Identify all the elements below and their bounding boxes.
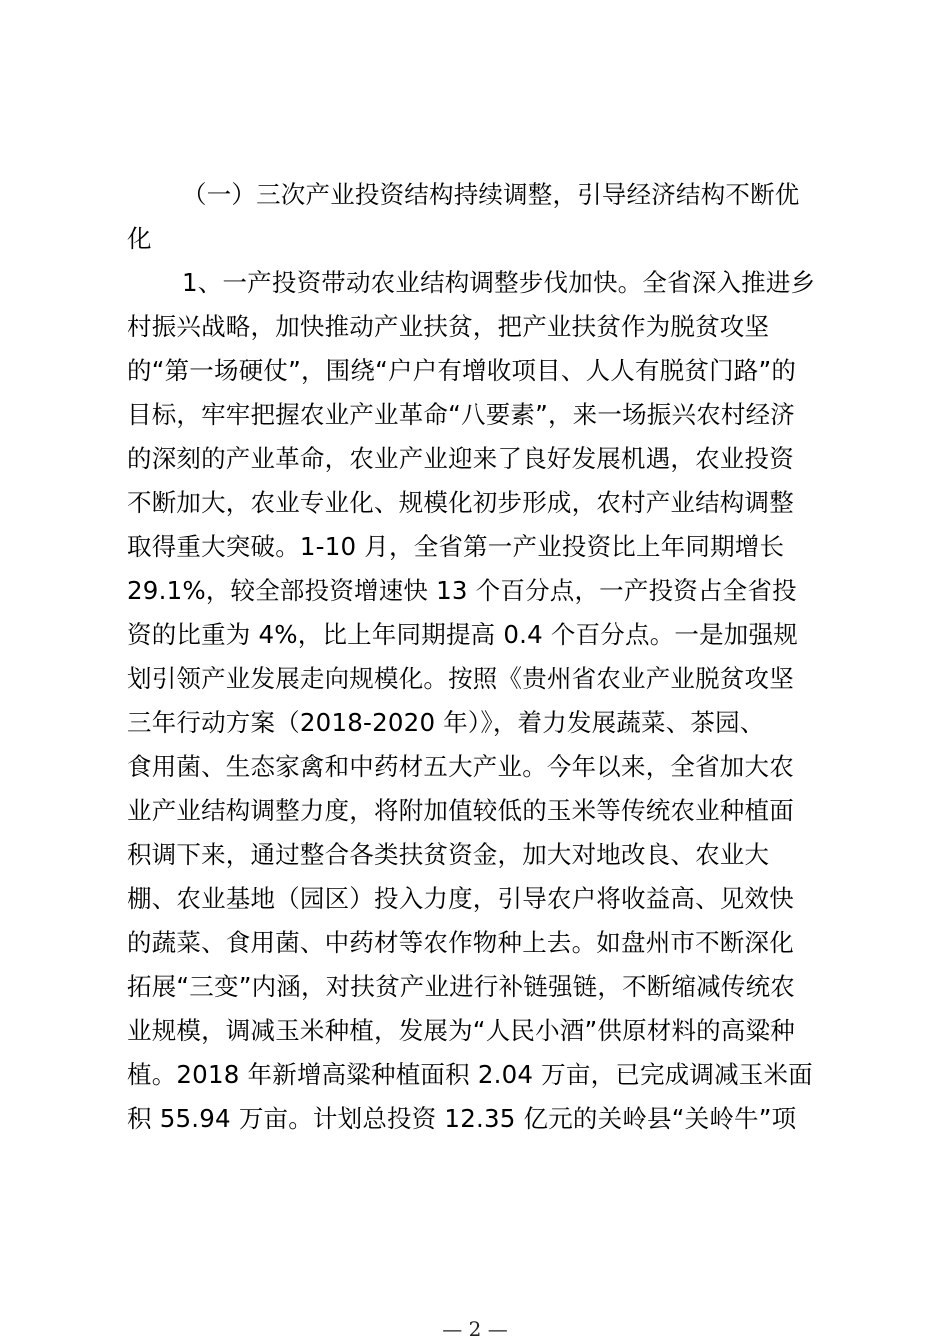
paragraph-line: 业产业结构调整力度，将附加值较低的玉米等传统农业种植面 bbox=[127, 796, 794, 825]
paragraph-line: 业规模，调减玉米种植，发展为“人民小酒”供原材料的高粱种 bbox=[127, 1016, 795, 1045]
paragraph-line: 食用菌、生态家禽和中药材五大产业。今年以来，全省加大农 bbox=[127, 752, 794, 781]
section-heading-line-2: 化 bbox=[127, 224, 152, 253]
paragraph-line: 1、一产投资带动农业结构调整步伐加快。全省深入推进乡 bbox=[182, 268, 816, 297]
section-heading-line-1: （一）三次产业投资结构持续调整，引导经济结构不断优 bbox=[182, 180, 800, 209]
paragraph-line: 村振兴战略，加快推动产业扶贫，把产业扶贫作为脱贫攻坚 bbox=[127, 312, 770, 341]
paragraph-line: 29.1%，较全部投资增速快 13 个百分点，一产投资占全省投 bbox=[127, 576, 797, 605]
paragraph-line: 目标，牢牢把握农业产业革命“八要素”，来一场振兴农村经济 bbox=[127, 400, 795, 429]
paragraph-line: 的蔬菜、食用菌、中药材等农作物种上去。如盘州市不断深化 bbox=[127, 928, 794, 957]
paragraph-line: 不断加大，农业专业化、规模化初步形成，农村产业结构调整 bbox=[127, 488, 794, 517]
paragraph-line: 的“第一场硬仗”，围绕“户户有增收项目、人人有脱贫门路”的 bbox=[127, 356, 797, 385]
paragraph-line: 植。2018 年新增高粱种植面积 2.04 万亩，已完成调减玉米面 bbox=[127, 1060, 813, 1089]
page-number: — 2 — bbox=[442, 1317, 508, 1341]
paragraph-line: 划引领产业发展走向规模化。按照《贵州省农业产业脱贫攻坚 bbox=[127, 664, 794, 693]
paragraph-line: 拓展“三变”内涵，对扶贫产业进行补链强链，不断缩减传统农 bbox=[127, 972, 795, 1001]
paragraph-line: 积调下来，通过整合各类扶贫资金，加大对地改良、农业大 bbox=[127, 840, 770, 869]
paragraph-line: 三年行动方案（2018-2020 年）》，着力发展蔬菜、茶园、 bbox=[127, 708, 765, 737]
paragraph-line: 资的比重为 4%，比上年同期提高 0.4 个百分点。一是加强规 bbox=[127, 620, 798, 649]
paragraph-line: 棚、农业基地（园区）投入力度，引导农户将收益高、见效快 bbox=[127, 884, 794, 913]
paragraph-line: 积 55.94 万亩。计划总投资 12.35 亿元的关岭县“关岭牛”项 bbox=[127, 1104, 797, 1133]
paragraph-line: 取得重大突破。1-10 月，全省第一产业投资比上年同期增长 bbox=[127, 532, 785, 561]
paragraph-line: 的深刻的产业革命，农业产业迎来了良好发展机遇，农业投资 bbox=[127, 444, 794, 473]
